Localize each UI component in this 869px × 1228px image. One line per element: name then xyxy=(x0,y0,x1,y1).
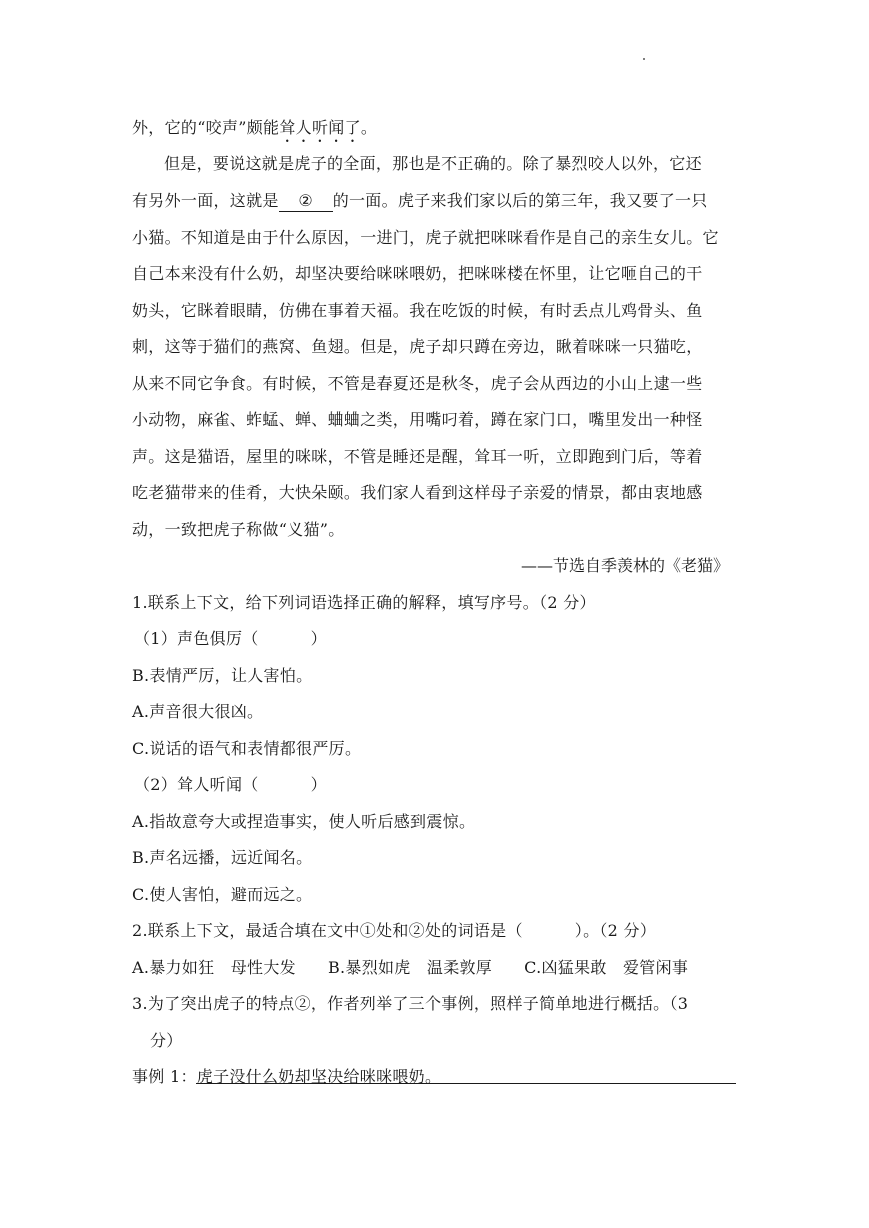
option-b: B.暴烈如虎 温柔敦厚 xyxy=(327,958,493,977)
question-label: （1）声色俱厉（ xyxy=(134,629,259,648)
passage-line: 从来不同它争食。有时候，不管是春夏还是秋冬，虎子会从西边的小山上逮一些 xyxy=(132,374,703,393)
passage-line: 小猫。不知道是由于什么原因，一进门，虎子就把咪咪看作是自己的亲生女儿。它 xyxy=(132,228,719,247)
passage-text: 外，它的“咬声”颇能 xyxy=(132,118,280,137)
example-label: 事例 1： xyxy=(132,1067,197,1086)
passage-line-with-blank xyxy=(132,190,708,212)
answer-underline[interactable] xyxy=(196,1083,736,1084)
passage-line: 吃老猫带来的佳肴，大快朵颐。我们家人看到这样母子亲爱的情景，都由衷地感 xyxy=(132,483,703,502)
question-text: ）。（2 分） xyxy=(574,921,657,940)
paren-close: ） xyxy=(310,775,327,794)
page-corner-dot xyxy=(643,58,645,60)
fill-blank-2: ② xyxy=(279,191,333,212)
question-1-2 xyxy=(134,774,327,796)
question-2-title xyxy=(132,920,656,942)
passage-line: 动，一致把虎子称做“义猫”。 xyxy=(132,520,345,539)
example-answer: 虎子没什么奶却坚决给咪咪喂奶。 xyxy=(196,1067,442,1086)
passage-line: 声。这是猫语，屋里的咪咪，不管是睡还是醒，耸耳一听，立即跑到门后，等着 xyxy=(132,447,703,466)
passage-text: 的一面。虎子来我们家以后的第三年，我又要了一只 xyxy=(332,191,708,210)
passage-line: 但是，要说这就是虎子的全面，那也是不正确的。除了暴烈咬人以外，它还 xyxy=(164,154,702,173)
option-line: C.说话的语气和表情都很严厉。 xyxy=(132,739,362,758)
question-3-title-cont: 分） xyxy=(150,1031,183,1050)
option-c: C.凶猛果敢 爱管闲事 xyxy=(524,958,689,977)
passage-line: 奶头，它眯着眼睛，仿佛在事着天福。我在吃饭的时候，有时丢点儿鸡骨头、鱼 xyxy=(132,301,703,320)
passage-line: 刺，这等于猫们的燕窝、鱼翅。但是，虎子却只蹲在旁边，瞅着咪咪一只猫吃， xyxy=(132,337,703,356)
option-line: A.声音很大很凶。 xyxy=(132,702,264,721)
question-2-options xyxy=(132,957,688,979)
source-attribution: ——节选自季羡林的《老猫》 xyxy=(520,556,729,575)
paren-close: ） xyxy=(310,629,327,648)
option-line: C.使人害怕，避而远之。 xyxy=(132,885,313,904)
question-text: 2.联系上下文，最适合填在文中①处和②处的词语是（ xyxy=(132,921,523,940)
question-1-title: 1.联系上下文，给下列词语选择正确的解释，填写序号。（2 分） xyxy=(132,593,596,612)
emphasized-phrase: 耸人听闻了 xyxy=(279,118,361,137)
passage-line-1 xyxy=(132,117,377,146)
passage-line: 小动物，麻雀、蚱蜢、蝉、蛐蛐之类，用嘴叼着，蹲在家门口，嘴里发出一种怪 xyxy=(132,410,703,429)
passage-text: 有另外一面，这就是 xyxy=(132,191,279,210)
passage-line: 自己本来没有什么奶，却坚决要给咪咪喂奶，把咪咪楼在怀里，让它咂自己的干 xyxy=(132,264,703,283)
option-a: A.暴力如狂 母性大发 xyxy=(132,958,296,977)
option-line: A.指故意夸大或捏造事实，使人听后感到震惊。 xyxy=(132,812,476,831)
question-3-title: 3.为了突出虎子的特点②，作者列举了三个事例，照样子简单地进行概括。（3 xyxy=(132,994,689,1013)
question-label: （2）耸人听闻（ xyxy=(134,775,259,794)
example-1 xyxy=(132,1066,441,1088)
option-line: B.声名远播，远近闻名。 xyxy=(132,848,313,867)
question-1-1 xyxy=(134,628,327,650)
option-line: B.表情严厉，让人害怕。 xyxy=(132,666,313,685)
passage-text: 。 xyxy=(360,118,378,137)
